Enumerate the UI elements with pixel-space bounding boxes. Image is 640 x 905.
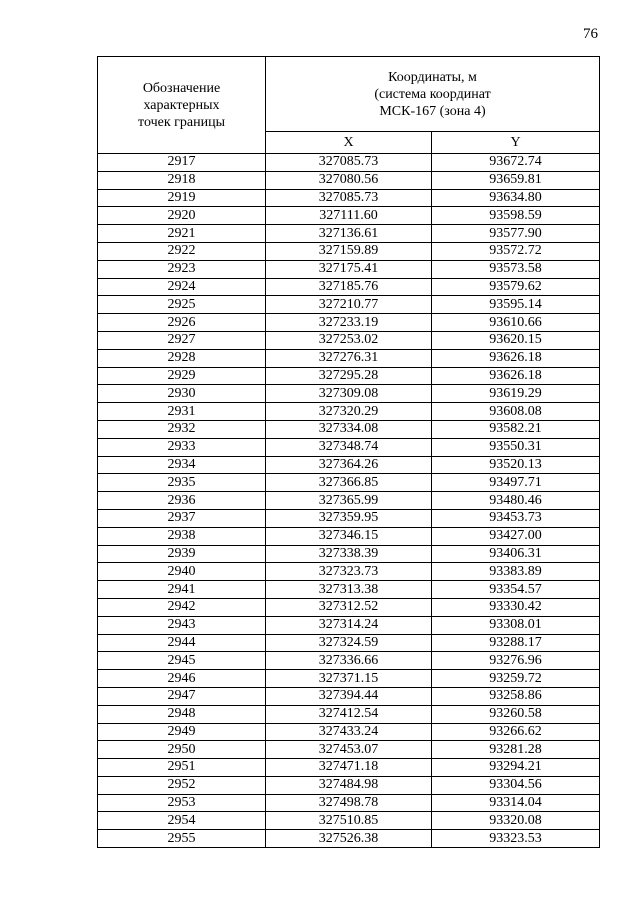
cell-point: 2918 <box>98 171 266 189</box>
header-coords-line: Координаты, м <box>388 69 477 85</box>
cell-point: 2955 <box>98 830 266 848</box>
cell-x: 327080.56 <box>266 171 432 189</box>
cell-y: 93626.18 <box>432 367 600 385</box>
cell-x: 327359.95 <box>266 509 432 527</box>
cell-point: 2925 <box>98 296 266 314</box>
cell-point: 2950 <box>98 741 266 759</box>
cell-x: 327312.52 <box>266 598 432 616</box>
cell-point: 2945 <box>98 652 266 670</box>
cell-y: 93288.17 <box>432 634 600 652</box>
table-row <box>98 456 600 474</box>
cell-point: 2931 <box>98 403 266 421</box>
table-row <box>98 670 600 688</box>
cell-y: 93608.08 <box>432 403 600 421</box>
cell-point: 2932 <box>98 420 266 438</box>
cell-point: 2922 <box>98 242 266 260</box>
cell-y: 93550.31 <box>432 438 600 456</box>
cell-y: 93497.71 <box>432 474 600 492</box>
header-points-line: точек границы <box>138 114 225 130</box>
cell-x: 327510.85 <box>266 812 432 830</box>
cell-y: 93520.13 <box>432 456 600 474</box>
cell-y: 93582.21 <box>432 420 600 438</box>
cell-point: 2953 <box>98 794 266 812</box>
cell-point: 2948 <box>98 705 266 723</box>
table-row <box>98 776 600 794</box>
coordinates-table <box>97 56 600 848</box>
cell-point: 2939 <box>98 545 266 563</box>
cell-point: 2928 <box>98 349 266 367</box>
header-points-label <box>98 57 266 154</box>
cell-y: 93330.42 <box>432 598 600 616</box>
table-row <box>98 154 600 172</box>
cell-x: 327253.02 <box>266 331 432 349</box>
cell-y: 93573.58 <box>432 260 600 278</box>
cell-x: 327185.76 <box>266 278 432 296</box>
cell-y: 93626.18 <box>432 349 600 367</box>
cell-x: 327371.15 <box>266 670 432 688</box>
cell-point: 2941 <box>98 581 266 599</box>
cell-x: 327334.08 <box>266 420 432 438</box>
cell-y: 93595.14 <box>432 296 600 314</box>
table-row <box>98 652 600 670</box>
cell-y: 93323.53 <box>432 830 600 848</box>
cell-y: 93480.46 <box>432 492 600 510</box>
cell-point: 2947 <box>98 687 266 705</box>
cell-x: 327313.38 <box>266 581 432 599</box>
header-points-line: характерных <box>143 97 220 113</box>
cell-y: 93634.80 <box>432 189 600 207</box>
cell-x: 327295.28 <box>266 367 432 385</box>
cell-point: 2940 <box>98 563 266 581</box>
cell-y: 93314.04 <box>432 794 600 812</box>
cell-x: 327323.73 <box>266 563 432 581</box>
table-row <box>98 225 600 243</box>
table-row <box>98 420 600 438</box>
table-header <box>98 57 600 154</box>
table-row <box>98 545 600 563</box>
cell-point: 2944 <box>98 634 266 652</box>
cell-x: 327210.77 <box>266 296 432 314</box>
table-row <box>98 438 600 456</box>
table-row <box>98 367 600 385</box>
cell-x: 327453.07 <box>266 741 432 759</box>
cell-point: 2942 <box>98 598 266 616</box>
cell-x: 327412.54 <box>266 705 432 723</box>
header-x: X <box>266 132 432 154</box>
table-row <box>98 278 600 296</box>
cell-x: 327365.99 <box>266 492 432 510</box>
table-row <box>98 741 600 759</box>
cell-x: 327484.98 <box>266 776 432 794</box>
table-row <box>98 314 600 332</box>
cell-point: 2946 <box>98 670 266 688</box>
cell-point: 2949 <box>98 723 266 741</box>
cell-x: 327338.39 <box>266 545 432 563</box>
cell-x: 327320.29 <box>266 403 432 421</box>
table-row <box>98 509 600 527</box>
cell-y: 93577.90 <box>432 225 600 243</box>
cell-x: 327324.59 <box>266 634 432 652</box>
cell-y: 93619.29 <box>432 385 600 403</box>
table-row <box>98 794 600 812</box>
cell-point: 2935 <box>98 474 266 492</box>
cell-point: 2936 <box>98 492 266 510</box>
cell-x: 327336.66 <box>266 652 432 670</box>
table-row <box>98 242 600 260</box>
table-row <box>98 296 600 314</box>
table-row <box>98 171 600 189</box>
header-points-line: Обозначение <box>142 80 221 96</box>
cell-x: 327314.24 <box>266 616 432 634</box>
cell-x: 327159.89 <box>266 242 432 260</box>
cell-point: 2933 <box>98 438 266 456</box>
table-row <box>98 492 600 510</box>
cell-y: 93259.72 <box>432 670 600 688</box>
cell-x: 327346.15 <box>266 527 432 545</box>
cell-point: 2930 <box>98 385 266 403</box>
header-coords-line: МСК-167 (зона 4) <box>379 103 486 119</box>
cell-y: 93308.01 <box>432 616 600 634</box>
cell-y: 93276.96 <box>432 652 600 670</box>
cell-y: 93354.57 <box>432 581 600 599</box>
table-row <box>98 759 600 777</box>
table-row <box>98 349 600 367</box>
cell-x: 327085.73 <box>266 189 432 207</box>
cell-point: 2917 <box>98 154 266 172</box>
table-row <box>98 830 600 848</box>
table-row <box>98 812 600 830</box>
cell-y: 93258.86 <box>432 687 600 705</box>
cell-point: 2954 <box>98 812 266 830</box>
table-row <box>98 616 600 634</box>
cell-y: 93579.62 <box>432 278 600 296</box>
cell-x: 327233.19 <box>266 314 432 332</box>
cell-point: 2924 <box>98 278 266 296</box>
table-body <box>98 154 600 848</box>
cell-y: 93281.28 <box>432 741 600 759</box>
cell-x: 327085.73 <box>266 154 432 172</box>
cell-x: 327348.74 <box>266 438 432 456</box>
cell-y: 93572.72 <box>432 242 600 260</box>
cell-point: 2919 <box>98 189 266 207</box>
header-coords-line: (система координат <box>374 86 491 102</box>
cell-point: 2921 <box>98 225 266 243</box>
cell-point: 2926 <box>98 314 266 332</box>
table-row <box>98 403 600 421</box>
cell-x: 327111.60 <box>266 207 432 225</box>
cell-y: 93659.81 <box>432 171 600 189</box>
cell-y: 93294.21 <box>432 759 600 777</box>
table-row <box>98 260 600 278</box>
cell-y: 93427.00 <box>432 527 600 545</box>
cell-x: 327471.18 <box>266 759 432 777</box>
table-row <box>98 189 600 207</box>
cell-point: 2951 <box>98 759 266 777</box>
cell-point: 2920 <box>98 207 266 225</box>
cell-y: 93620.15 <box>432 331 600 349</box>
cell-point: 2927 <box>98 331 266 349</box>
table-row <box>98 705 600 723</box>
header-coords-label <box>266 57 600 132</box>
cell-y: 93383.89 <box>432 563 600 581</box>
cell-x: 327136.61 <box>266 225 432 243</box>
cell-x: 327498.78 <box>266 794 432 812</box>
cell-y: 93304.56 <box>432 776 600 794</box>
table-row <box>98 581 600 599</box>
table-row <box>98 598 600 616</box>
cell-x: 327276.31 <box>266 349 432 367</box>
cell-x: 327175.41 <box>266 260 432 278</box>
cell-point: 2929 <box>98 367 266 385</box>
cell-y: 93266.62 <box>432 723 600 741</box>
cell-y: 93672.74 <box>432 154 600 172</box>
cell-y: 93406.31 <box>432 545 600 563</box>
table-row <box>98 385 600 403</box>
table-row <box>98 527 600 545</box>
cell-y: 93320.08 <box>432 812 600 830</box>
table-row <box>98 687 600 705</box>
table-row <box>98 563 600 581</box>
cell-point: 2923 <box>98 260 266 278</box>
cell-x: 327364.26 <box>266 456 432 474</box>
cell-x: 327309.08 <box>266 385 432 403</box>
cell-x: 327394.44 <box>266 687 432 705</box>
cell-point: 2943 <box>98 616 266 634</box>
table-row <box>98 207 600 225</box>
cell-x: 327433.24 <box>266 723 432 741</box>
table-row <box>98 331 600 349</box>
cell-point: 2952 <box>98 776 266 794</box>
table-row <box>98 634 600 652</box>
cell-x: 327366.85 <box>266 474 432 492</box>
table-row <box>98 474 600 492</box>
cell-y: 93598.59 <box>432 207 600 225</box>
header-y: Y <box>432 132 600 154</box>
table-row <box>98 723 600 741</box>
cell-point: 2934 <box>98 456 266 474</box>
cell-x: 327526.38 <box>266 830 432 848</box>
cell-y: 93610.66 <box>432 314 600 332</box>
cell-point: 2938 <box>98 527 266 545</box>
cell-point: 2937 <box>98 509 266 527</box>
page-number: 76 <box>583 26 598 42</box>
cell-y: 93260.58 <box>432 705 600 723</box>
cell-y: 93453.73 <box>432 509 600 527</box>
